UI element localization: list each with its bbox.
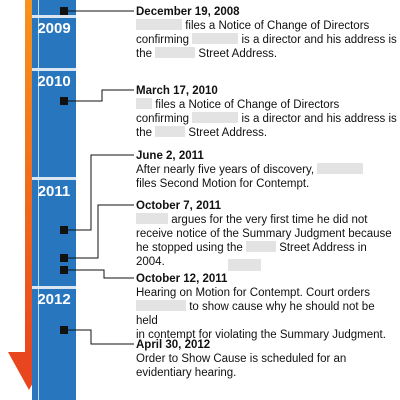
event-line: evidentiary hearing. — [136, 367, 237, 379]
connector-2011-06 — [68, 155, 134, 230]
year-label-2009: 2009 — [37, 20, 71, 37]
event-date: December 19, 2008 — [136, 6, 240, 18]
event-line: 2004. — [136, 256, 165, 268]
event-2012-04-30 — [136, 338, 398, 380]
connector-2011-10-12 — [68, 270, 134, 278]
event-date: June 2, 2011 — [136, 150, 204, 162]
event-line: in contempt for violating the Summary Judgment. — [136, 329, 386, 341]
redaction — [155, 126, 185, 137]
timeline-marker — [60, 254, 68, 262]
event-line: Hearing on Motion for Contempt. Court orders — [136, 287, 370, 299]
event-line: files a Notice of Change of Directors — [136, 98, 398, 112]
event-line: files Second Motion for Contempt. — [136, 178, 310, 190]
event-date: March 17, 2010 — [136, 85, 218, 97]
redaction — [192, 112, 238, 123]
event-line: the Street Address. — [136, 48, 278, 60]
event-line: he stopped using the Street Address in — [136, 242, 367, 254]
redaction — [136, 213, 168, 224]
event-2011-10-12 — [136, 272, 398, 342]
event-line: to show cause why he should not be held — [136, 301, 375, 327]
event-line: argues for the very first time he did not — [136, 213, 398, 227]
connector-2011-10-07 — [68, 205, 134, 258]
year-label-2011: 2011 — [37, 183, 71, 200]
timeline-marker — [60, 226, 68, 234]
redaction — [317, 163, 363, 174]
event-line: the Street Address. — [136, 127, 268, 139]
event-2008-12-19 — [136, 5, 398, 61]
event-date: October 12, 2011 — [136, 273, 228, 285]
timeline-marker — [60, 97, 68, 105]
event-line: Order to Show Cause is scheduled for an — [136, 353, 347, 365]
event-line: files a Notice of Change of Directors — [136, 19, 398, 33]
redaction — [136, 300, 186, 311]
event-line: After nearly five years of discovery, — [136, 163, 398, 177]
redaction — [155, 47, 195, 58]
redaction — [228, 259, 261, 271]
event-date: April 30, 2012 — [136, 339, 211, 351]
redaction — [192, 33, 238, 44]
year-label-2012: 2012 — [37, 291, 71, 308]
timeline-marker — [60, 7, 68, 15]
event-2011-06-02 — [136, 149, 398, 191]
event-date: October 7, 2011 — [136, 200, 222, 212]
timeline-marker — [60, 266, 68, 274]
event-line: confirming is a director and his address is — [136, 34, 397, 46]
event-line: confirming is a director and his address is — [136, 113, 397, 125]
redaction — [246, 241, 276, 252]
event-2010-03-17 — [136, 84, 398, 140]
event-2011-10-07 — [136, 199, 398, 269]
year-label-2010: 2010 — [37, 73, 71, 90]
event-line: receive notice of the Summary Judgment because — [136, 228, 392, 240]
redaction — [136, 19, 182, 30]
redaction — [136, 98, 152, 109]
connector-2010-03 — [68, 90, 134, 101]
connector-2012-04 — [68, 330, 134, 344]
timeline-marker — [60, 326, 68, 334]
